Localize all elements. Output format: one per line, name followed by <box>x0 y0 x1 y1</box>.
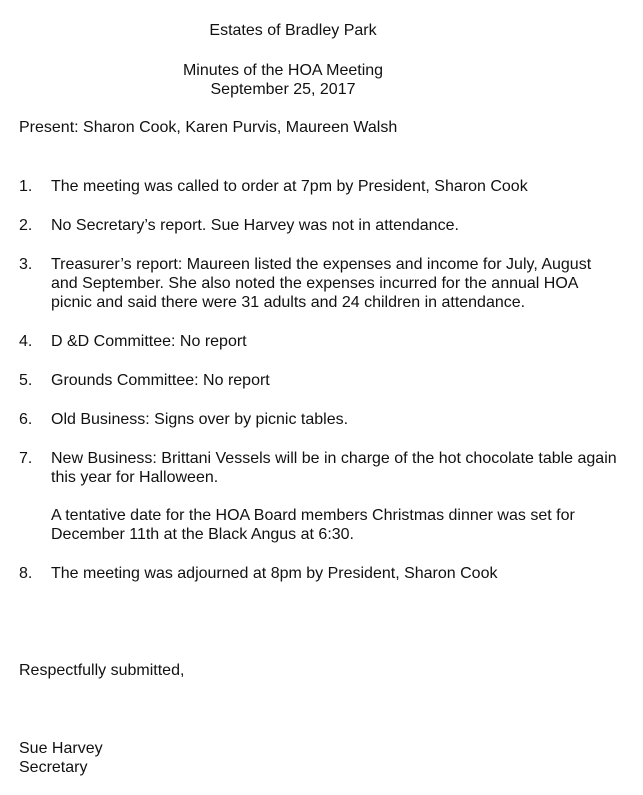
item-number: 2. <box>19 217 33 234</box>
agenda-item-7 <box>19 449 619 544</box>
document-subtitle <box>0 61 566 99</box>
meeting-date: September 25, 2017 <box>210 81 356 98</box>
item-text: No Secretary’s report. Sue Harvey was not in attendance. <box>51 217 459 234</box>
agenda-item-1 <box>19 177 619 196</box>
item-text: The meeting was called to order at 7pm by President, Sharon Cook <box>51 178 528 195</box>
signature-block <box>19 739 103 777</box>
item-number: 1. <box>19 178 33 195</box>
item-text: Treasurer’s report: Maureen listed the expenses and income for July, August and September. She also noted the expenses incurred for the annual HOA picnic and said there were 31 adults and 24 children in attendance. <box>51 256 592 311</box>
signer-name: Sue Harvey <box>19 740 103 757</box>
meeting-name: Minutes of the HOA Meeting <box>182 62 384 79</box>
item-number: 6. <box>19 411 33 428</box>
agenda-item-8 <box>19 564 619 583</box>
attendees-line: Present: Sharon Cook, Karen Purvis, Maureen Walsh <box>19 119 398 136</box>
item-text-continued: A tentative date for the HOA Board members Christmas dinner was set for December 11th at the Black Angus at 6:30. <box>51 507 575 543</box>
item-number: 5. <box>19 372 33 389</box>
agenda-item-4 <box>19 332 619 351</box>
item-text: D &D Committee: No report <box>51 333 247 350</box>
item-number: 7. <box>19 450 33 467</box>
agenda-item-6 <box>19 410 619 429</box>
agenda-item-5 <box>19 371 619 390</box>
agenda-item-3 <box>19 255 619 312</box>
agenda-item-2 <box>19 216 619 235</box>
item-text: Old Business: Signs over by picnic tables. <box>51 411 349 428</box>
item-number: 8. <box>19 565 33 582</box>
agenda-list <box>19 177 619 603</box>
item-text: The meeting was adjourned at 8pm by President, Sharon Cook <box>51 565 498 582</box>
item-text: New Business: Brittani Vessels will be in charge of the hot chocolate table again this year for Halloween. <box>51 450 617 486</box>
item-number: 4. <box>19 333 33 350</box>
document-title: Estates of Bradley Park <box>209 22 377 39</box>
signer-role: Secretary <box>19 759 88 776</box>
closing-line: Respectfully submitted, <box>19 662 185 679</box>
item-text: Grounds Committee: No report <box>51 372 270 389</box>
item-number: 3. <box>19 256 33 273</box>
